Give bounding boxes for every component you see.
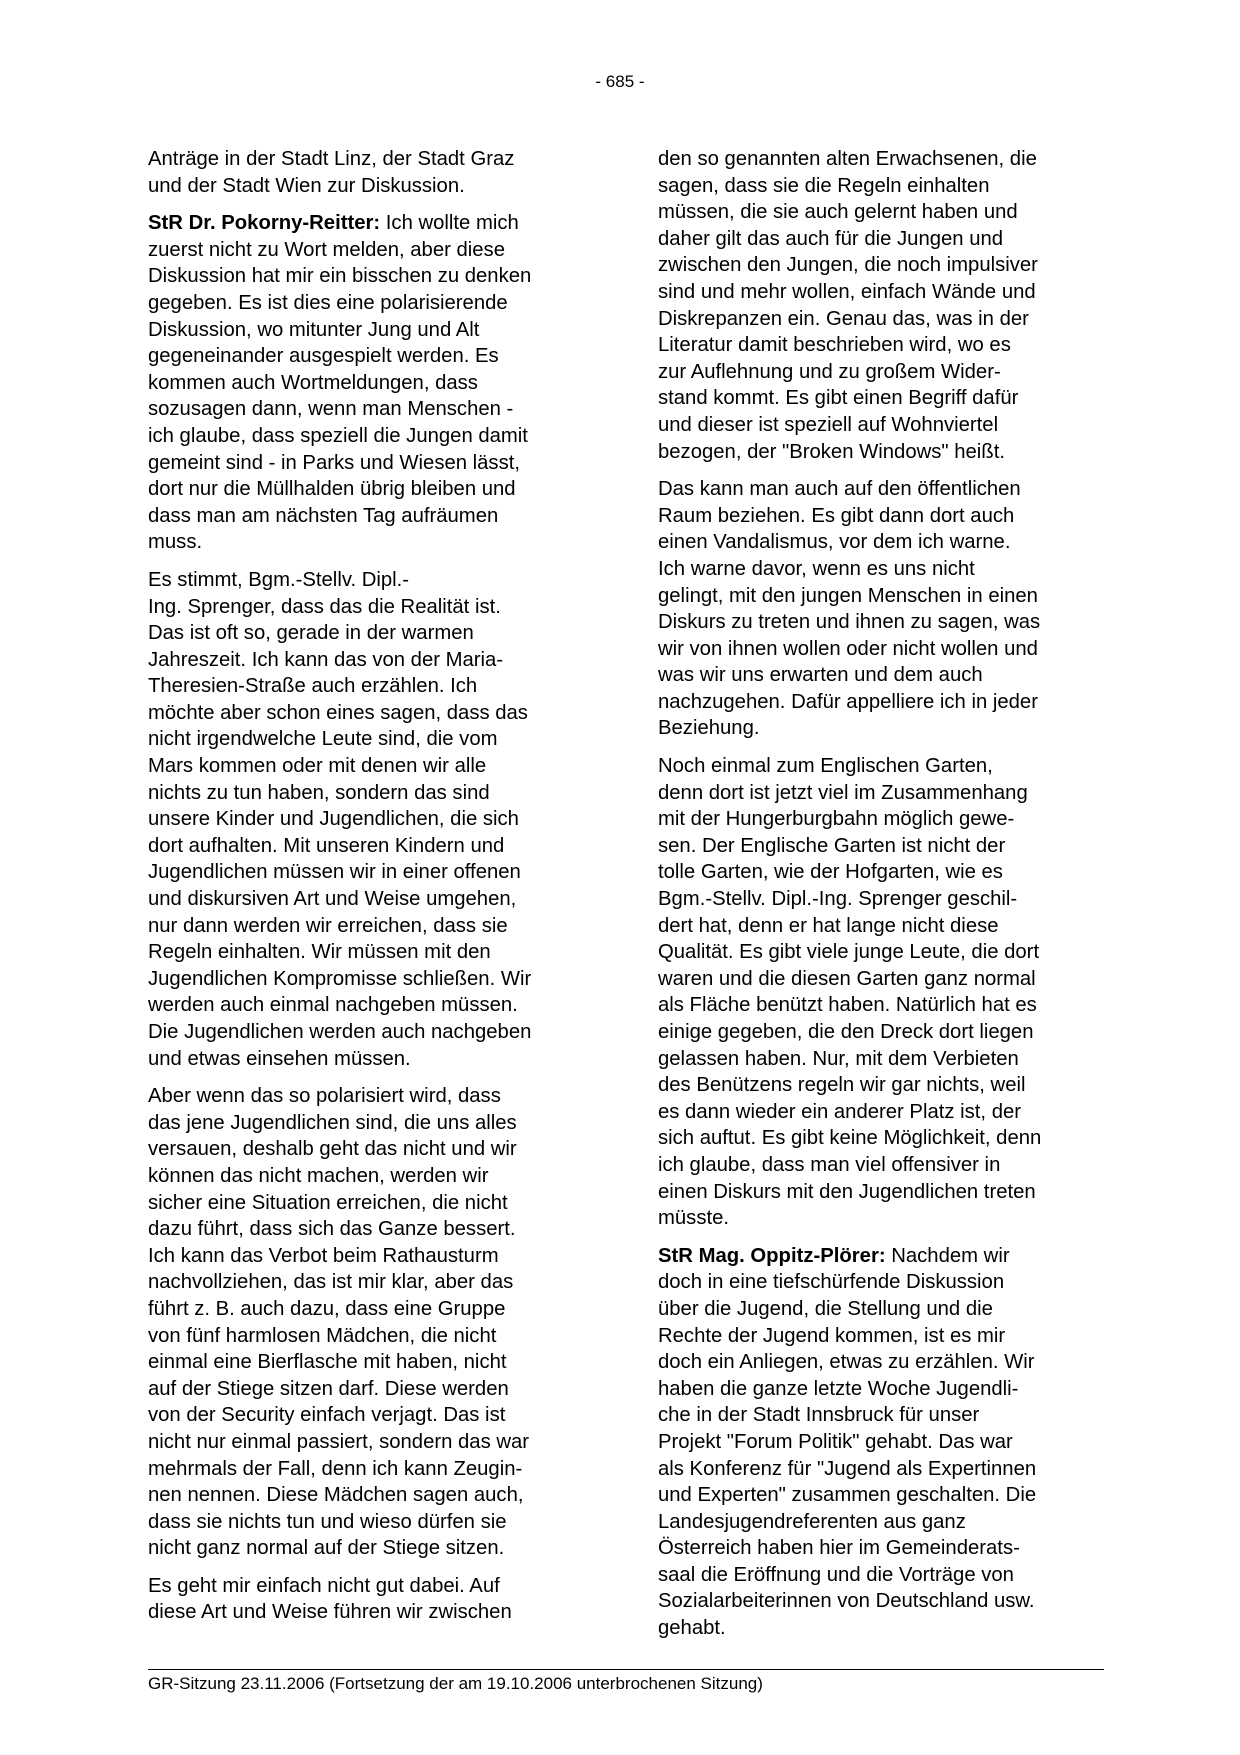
left-column (148, 146, 593, 1637)
paragraph: den so genannten alten Erwachsenen, die sagen, dass sie die Regeln einhalten müssen, die sie auch gelernt haben und daher gilt das auch für die Jungen und zwischen den Jungen, die noch impulsiver sind und mehr wollen, einfach Wände und Diskrepanzen ein. Genau das, was in der Literatur damit beschrieben wird, wo es zur Auflehnung und zu großem Wider- stand kommt. Es gibt einen Begriff dafür und dieser ist speziell auf Wohnviertel bezogen, der "Broken Windows" heißt. (658, 148, 1038, 463)
page-number: - 685 - (595, 72, 645, 91)
paragraph-speech (658, 1243, 1113, 1642)
speech-text: Nachdem wir doch in eine tiefschürfende Diskussion über die Jugend, die Stellung und die Rechte der Jugend kommen, ist es mir doch ein Anliegen, etwas zu erzählen. Wir haben die ganze letzte Woche Jugendli- che in der Stadt Innsbruck für unser Projekt "Forum Politik" gehabt. Das war als Konferenz für "Jugend als Expertinnen und Experten" zusammen geschalten. Die Landesjugendreferenten aus ganz Österreich haben hier im Gemeinderats- saal die Eröffnung und die Vorträge von Sozialarbeiterinnen von Deutschland usw. gehabt. (658, 1244, 1037, 1640)
paragraph: Es stimmt, Bgm.-Stellv. Dipl.- Ing. Sprenger, dass das die Realität ist. Das ist oft so, gerade in der warmen Jahreszeit. Ich kann das von der Maria- Theresien-Straße auch erzählen. Ich möchte aber schon eines sagen, dass das nicht irgendwelche Leute sind, die vom Mars kommen oder mit denen wir alle nichts zu tun haben, sondern das sind unsere Kinder und Jugendlichen, die sich dort aufhalten. Mit unseren Kindern und Jugendlichen müssen wir in einer offenen und diskursiven Art und Weise umgehen, nur dann werden wir erreichen, dass sie Regeln einhalten. Wir müssen mit den Jugendlichen Kompromisse schließen. Wir werden auch einmal nachgeben müssen. Die Jugendlichen werden auch nachgeben und etwas einsehen müssen. (148, 568, 532, 1070)
speaker-name: StR Dr. Pokorny-Reitter: (148, 212, 381, 235)
paragraph: Es geht mir einfach nicht gut dabei. Auf diese Art und Weise führen wir zwischen (148, 1574, 512, 1624)
paragraph: Aber wenn das so polarisiert wird, dass das jene Jugendlichen sind, die uns alles versauen, deshalb geht das nicht und wir können das nicht machen, werden wir sicher eine Situation erreichen, die nicht dazu führt, dass sich das Ganze bessert. Ich kann das Verbot beim Rathausturm nachvollziehen, das ist mir klar, aber das führt z. B. auch dazu, dass eine Gruppe von fünf harmlosen Mädchen, die nicht einmal eine Bierflasche mit haben, nicht auf der Stiege sitzen darf. Diese werden von der Security einfach verjagt. Das ist nicht nur einmal passiert, sondern das war mehrmals der Fall, denn ich kann Zeugin- nen nennen. Diese Mädchen sagen auch, dass sie nichts tun und wieso dürfen sie nicht ganz normal auf der Stiege sitzen. (148, 1085, 530, 1560)
footer-divider (148, 1669, 1104, 1670)
paragraph-speech (148, 210, 593, 556)
paragraph: Das kann man auch auf den öffentlichen Raum beziehen. Es gibt dann dort auch einen Vandalismus, vor dem ich warne. Ich warne davor, wenn es uns nicht gelingt, mit den jungen Menschen in einen Diskurs zu treten und ihnen zu sagen, was wir von ihnen wollen oder nicht wollen und was wir uns erwarten und dem auch nachzugehen. Dafür appelliere ich in jeder Beziehung. (658, 478, 1041, 740)
speech-text: Ich wollte mich zuerst nicht zu Wort melden, aber diese Diskussion hat mir ein bisschen zu denken gegeben. Es ist dies eine polarisierende Diskussion, wo mitunter Jung und Alt gegeneinander ausgespielt werden. Es kommen auch Wortmeldungen, dass sozusagen dann, wenn man Menschen - ich glaube, dass speziell die Jungen damit gemeint sind - in Parks und Wiesen lässt, dort nur die Müllhalden übrig bleiben und dass man am nächsten Tag aufräumen muss. (148, 212, 532, 554)
footer-text: GR-Sitzung 23.11.2006 (Fortsetzung der am 19.10.2006 unterbrochenen Sitzung) (148, 1674, 763, 1693)
speaker-name: StR Mag. Oppitz-Plörer: (658, 1244, 886, 1267)
paragraph: Anträge in der Stadt Linz, der Stadt Graz und der Stadt Wien zur Diskussion. (148, 148, 515, 197)
right-column (658, 146, 1113, 1653)
paragraph: Noch einmal zum Englischen Garten, denn dort ist jetzt viel im Zusammenhang mit der Hungerburgbahn möglich gewe- sen. Der Englische Garten ist nicht der tolle Garten, wie der Hofgarten, wie es Bgm.-Stellv. Dipl.-Ing. Sprenger geschil- dert hat, denn er hat lange nicht diese Qualität. Es gibt viele junge Leute, die dort waren und die diesen Garten ganz normal als Fläche benützt haben. Natürlich hat es einige gegeben, die den Dreck dort liegen gelassen haben. Nur, mit dem Verbieten des Benützens regeln wir gar nichts, weil es dann wieder ein anderer Platz ist, der sich auftut. Es gibt keine Möglichkeit, denn ich glaube, dass man viel offensiver in einen Diskurs mit den Jugendlichen treten müsste. (658, 755, 1042, 1230)
